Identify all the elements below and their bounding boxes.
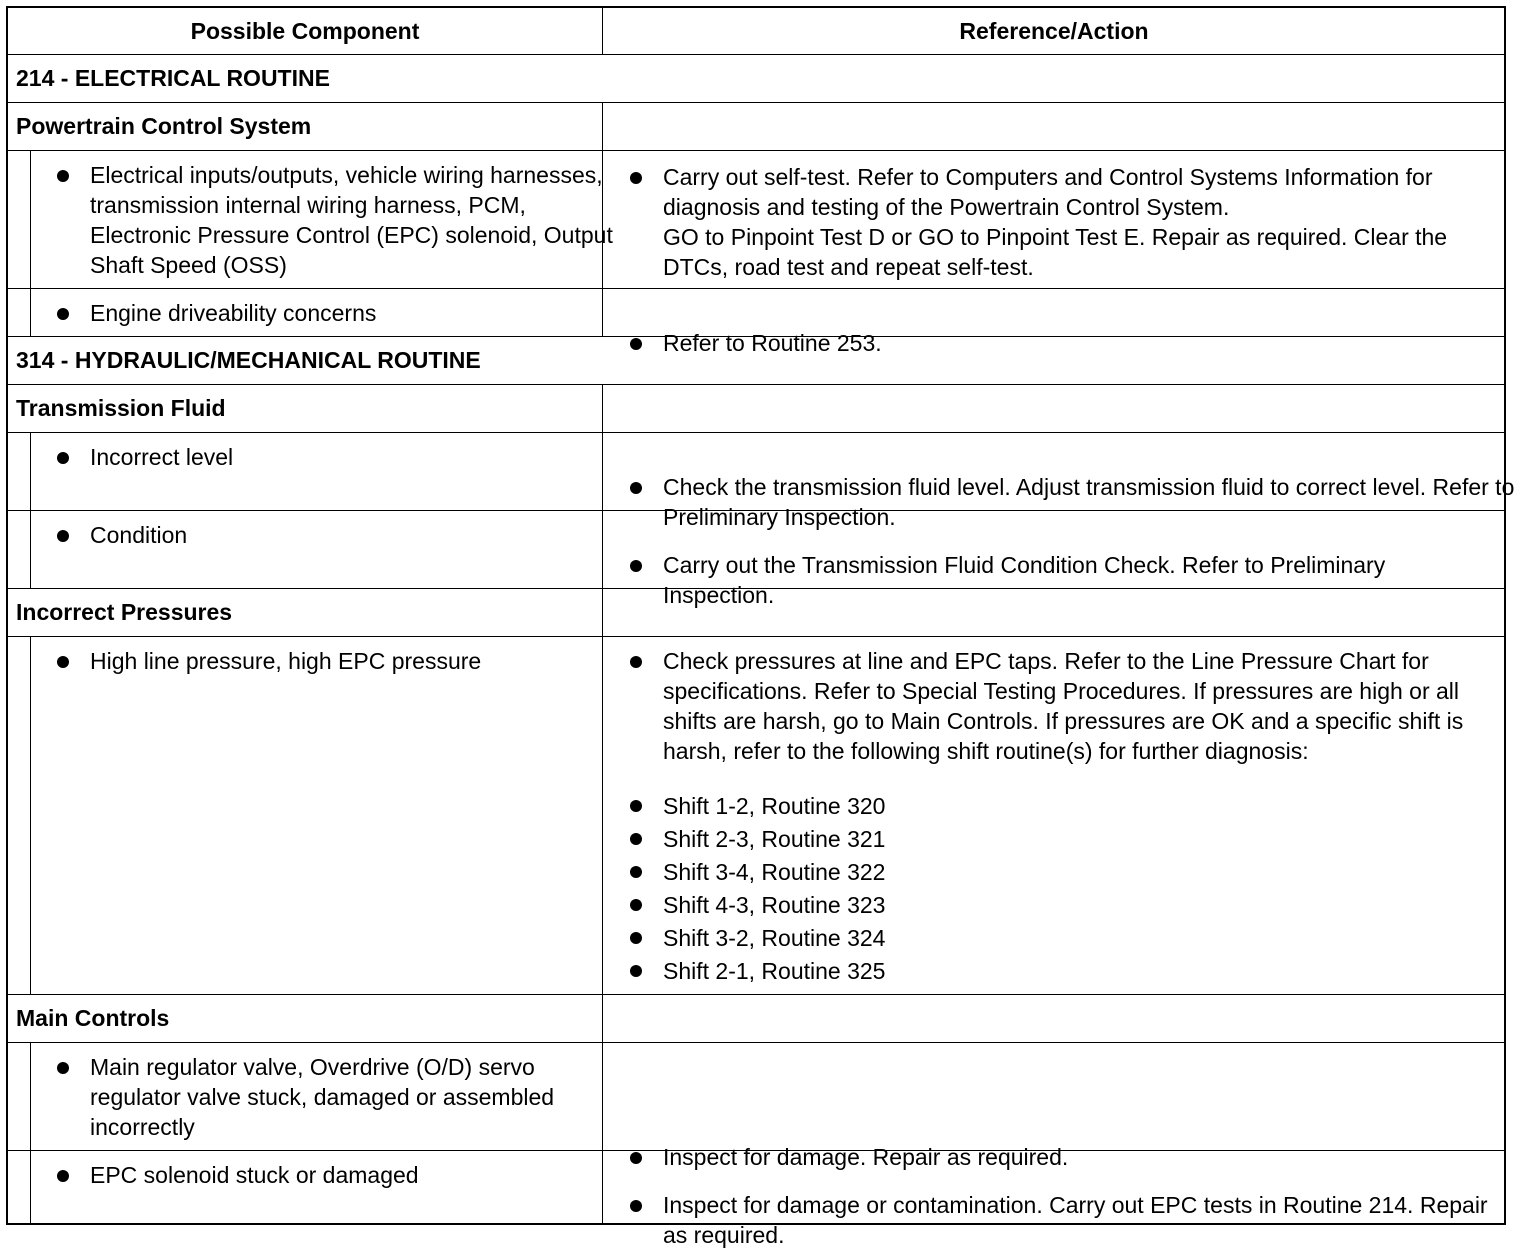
table-row [8, 636, 1504, 994]
group-title: Powertrain Control System [16, 113, 312, 139]
shift-routine-item: Shift 3-2, Routine 324 [630, 922, 1502, 955]
shift-routine-item: Shift 1-2, Routine 320 [630, 790, 1502, 823]
action-cell: Inspect for damage or contamination. Carry out EPC tests in Routine 214. Repair as required. [630, 1190, 1513, 1250]
action-cell: Refer to Routine 253. [630, 328, 1498, 358]
group-title: Incorrect Pressures [16, 599, 233, 625]
table-row [8, 432, 1515, 530]
group-row-main-controls [8, 994, 1504, 1042]
component-cell: High line pressure, high EPC pressure [57, 646, 620, 676]
table-header-row [8, 8, 1504, 54]
column-header-component: Possible Component [190, 18, 420, 44]
section-title: 314 - HYDRAULIC/MECHANICAL ROUTINE [16, 347, 481, 373]
component-cell: Incorrect level [57, 442, 620, 472]
component-cell: Electrical inputs/outputs, vehicle wiring harnesses, transmission internal wiring harness, PCM, Electronic Pressure Control (EPC) solenoid, Output Shaft Speed (OSS) [57, 160, 620, 280]
shift-routine-item: Shift 2-1, Routine 325 [630, 955, 1502, 988]
table-row [8, 1150, 1504, 1248]
component-cell: Main regulator valve, Overdrive (O/D) servo regulator valve stuck, damaged or assembled incorrectly [57, 1052, 620, 1142]
column-header-action: Reference/Action [959, 18, 1149, 44]
action-cell: Carry out the Transmission Fluid Condition Check. Refer to Preliminary Inspection. [630, 550, 1498, 610]
table-row [8, 150, 1504, 288]
group-title: Main Controls [16, 1005, 170, 1031]
section-row-hydraulic [8, 336, 1504, 384]
action-text: Check pressures at line and EPC taps. Refer to the Line Pressure Chart for specifications. Refer to Special Testing Procedures. If pressures are high or all shifts are harsh, go to Main Controls. If pressures are OK and a specific shift is harsh, refer to the following shift routine(s) for further diagnosis: [630, 646, 1502, 766]
shift-routine-item: Shift 3-4, Routine 322 [630, 856, 1502, 889]
group-row-transmission-fluid [8, 384, 1504, 432]
action-cell [630, 646, 1502, 988]
action-cell: Check the transmission fluid level. Adjust transmission fluid to correct level. Refer to Preliminary Inspection. [630, 472, 1520, 532]
table-row [8, 1042, 1504, 1170]
group-row-powertrain [8, 102, 1504, 150]
diagnostic-table [6, 6, 1515, 1248]
section-row-electrical [8, 54, 1504, 102]
shift-routine-item: Shift 2-3, Routine 321 [630, 823, 1502, 856]
component-cell: EPC solenoid stuck or damaged [57, 1160, 620, 1190]
component-cell: Engine driveability concerns [57, 298, 620, 328]
action-extra-text: GO to Pinpoint Test D or GO to Pinpoint Test E. Repair as required. Clear the DTCs, road test and repeat self-test. [663, 224, 1448, 280]
action-cell: Inspect for damage. Repair as required. [630, 1142, 1498, 1172]
action-text: Carry out self-test. Refer to Computers and Control Systems Information for diagnosis and testing of the Powertrain Control System. [630, 162, 1498, 222]
component-cell: Condition [57, 520, 620, 550]
section-title: 214 - ELECTRICAL ROUTINE [16, 65, 330, 91]
shift-routine-item: Shift 4-3, Routine 323 [630, 889, 1502, 922]
group-row-incorrect-pressures [8, 588, 1504, 636]
action-cell [630, 162, 1498, 282]
group-title: Transmission Fluid [16, 395, 226, 421]
table-row [8, 288, 1504, 356]
table-row [8, 510, 1504, 608]
